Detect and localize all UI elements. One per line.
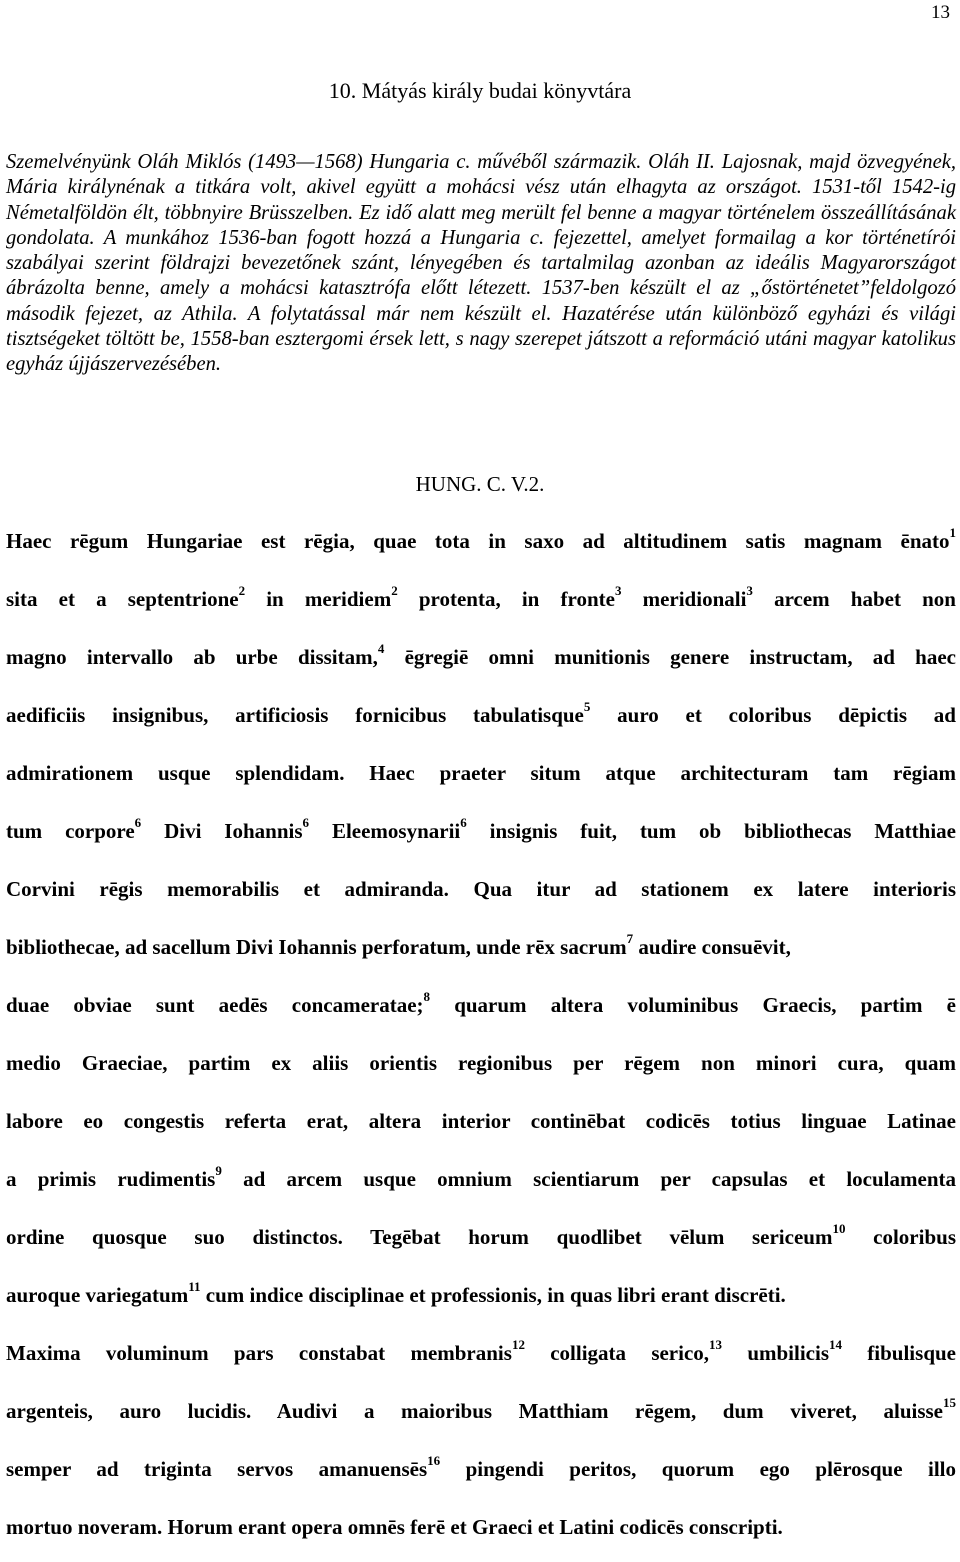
latin-text-segment: arcem habet non bbox=[752, 587, 956, 611]
latin-text-segment: tum corpore bbox=[6, 819, 135, 843]
latin-text-segment: ēgregiē omni munitionis genere instructam, ad haec bbox=[384, 645, 956, 669]
footnote-marker: 2 bbox=[391, 583, 398, 598]
latin-text-segment: umbilicis bbox=[722, 1341, 830, 1365]
footnote-marker: 2 bbox=[238, 583, 246, 598]
footnote-marker: 13 bbox=[709, 1337, 723, 1352]
latin-text-segment: Eleemosynarii bbox=[309, 819, 461, 843]
latin-line bbox=[6, 1330, 956, 1388]
footnote-marker: 6 bbox=[302, 815, 310, 830]
page-number: 13 bbox=[931, 2, 950, 23]
latin-line bbox=[6, 924, 956, 982]
latin-text-segment: Corvini rēgis memorabilis et admiranda. Qua itur ad stationem ex latere interioris bbox=[6, 877, 956, 901]
latin-line bbox=[6, 518, 956, 576]
latin-text bbox=[6, 518, 956, 1562]
latin-text-segment: auro et coloribus dēpictis ad bbox=[590, 703, 956, 727]
footnote-marker: 16 bbox=[427, 1453, 441, 1468]
intro-paragraph: Szemelvényünk Oláh Miklós (1493—1568) Hungaria c. művéből származik. Oláh II. Lajosnak, majd özvegyének, Mária királynénak a titkára volt, akivel együtt a mohácsi vész után elhagyta az országot. 1531-től 1542-ig Németalföldön élt, többnyire Brüsszelben. Ez idő alatt meg merült fel benne a magyar történelem összeállításának gondolata. A munkához 1536-ban fogott hozzá a Hungaria c. fejezettel, amelyet formailag a kor történetírói szabályai szerint földrajzi bevezetőnek szánt, lényegében és tartalmilag azonban az ideális Magyarországot ábrázolta benne, amely a mohácsi katasztrófa előtt létezett. 1537-ben készült el az „őstörténetet”feldolgozó második fejezet, az Athila. A folytatással már nem készült el. Hazatérése után különböző egyházi és világi tisztségeket töltött be, 1558-ban esztergomi érsek lett, s nagy szerepet játszott a reformáció utáni magyar katolikus egyház újjászervezésében. bbox=[6, 151, 956, 376]
latin-text-segment: Maxima voluminum pars constabat membranis bbox=[6, 1341, 512, 1365]
latin-text-segment: duae obviae sunt aedēs concameratae; bbox=[6, 993, 424, 1017]
latin-line bbox=[6, 1098, 956, 1156]
latin-line bbox=[6, 1446, 956, 1504]
footnote-marker: 3 bbox=[614, 583, 622, 598]
footnote-marker: 9 bbox=[215, 1163, 222, 1178]
latin-text-segment: sita et a septentrione bbox=[6, 587, 239, 611]
latin-line bbox=[6, 576, 956, 634]
latin-text-segment: Divi Iohannis bbox=[141, 819, 303, 843]
latin-line bbox=[6, 808, 956, 866]
latin-text-segment: audire consuēvit, bbox=[633, 935, 791, 959]
footnote-marker: 14 bbox=[829, 1337, 843, 1352]
latin-line bbox=[6, 634, 956, 692]
latin-line bbox=[6, 1272, 956, 1330]
footnote-marker: 7 bbox=[626, 931, 634, 946]
latin-text-segment: ordine quosque suo distinctos. Tegēbat horum quodlibet vēlum sericeum bbox=[6, 1225, 833, 1249]
latin-text-segment: bibliothecae, ad sacellum Divi Iohannis perforatum, unde rēx sacrum bbox=[6, 935, 627, 959]
latin-line bbox=[6, 866, 956, 924]
latin-text-segment: admirationem usque splendidam. Haec praeter situm atque architecturam tam rēgiam bbox=[6, 761, 956, 785]
footnote-marker: 10 bbox=[832, 1221, 846, 1236]
footnote-marker: 6 bbox=[134, 815, 142, 830]
latin-text-segment: fibulisque bbox=[842, 1341, 956, 1365]
footnote-marker: 12 bbox=[511, 1337, 525, 1352]
latin-text-segment: Haec rēgum Hungariae est rēgia, quae tota in saxo ad altitudinem satis magnam ēnato bbox=[6, 529, 950, 553]
footnote-marker: 15 bbox=[943, 1395, 956, 1410]
latin-text-segment: in meridiem bbox=[245, 587, 392, 611]
latin-text-segment: insignis fuit, tum ob bibliothecas Matthiae bbox=[466, 819, 956, 843]
latin-line bbox=[6, 692, 956, 750]
footnote-marker: 5 bbox=[583, 699, 591, 714]
footnote-marker: 4 bbox=[377, 641, 385, 656]
latin-line bbox=[6, 1388, 956, 1446]
latin-text-segment: medio Graeciae, partim ex aliis orientis regionibus per rēgem non minori cura, quam bbox=[6, 1051, 956, 1075]
latin-text-segment: aedificiis insignibus, artificiosis fornicibus tabulatisque bbox=[6, 703, 584, 727]
latin-line bbox=[6, 1214, 956, 1272]
latin-text-segment: magno intervallo ab urbe dissitam, bbox=[6, 645, 378, 669]
latin-text-segment: argenteis, auro lucidis. Audivi a maioribus Matthiam rēgem, dum viveret, aluisse bbox=[6, 1399, 943, 1423]
latin-text-segment: coloribus bbox=[845, 1225, 956, 1249]
footnote-marker: 8 bbox=[423, 989, 431, 1004]
latin-text-segment: protenta, in fronte bbox=[397, 587, 615, 611]
footnote-marker: 11 bbox=[188, 1279, 201, 1294]
latin-text-segment: ad arcem usque omnium scientiarum per capsulas et loculamenta bbox=[221, 1167, 957, 1191]
latin-text-segment: meridionali bbox=[621, 587, 747, 611]
latin-text-segment: auroque variegatum bbox=[6, 1283, 189, 1307]
latin-text-segment: labore eo congestis referta erat, altera interior continēbat codicēs totius linguae Latinae bbox=[6, 1109, 956, 1133]
latin-text-segment: cum indice disciplinae et professionis, in quas libri erant discrēti. bbox=[200, 1283, 786, 1307]
footnote-marker: 1 bbox=[949, 525, 956, 540]
latin-text-segment: quarum altera voluminibus Graecis, partim ē bbox=[430, 993, 956, 1017]
latin-line bbox=[6, 982, 956, 1040]
latin-text-segment: a primis rudimentis bbox=[6, 1167, 216, 1191]
footnote-marker: 6 bbox=[460, 815, 467, 830]
latin-text-segment: mortuo noveram. Horum erant opera omnēs ferē et Graeci et Latini codicēs conscripti. bbox=[6, 1515, 783, 1539]
latin-text-segment: semper ad triginta servos amanuensēs bbox=[6, 1457, 428, 1481]
source-reference: HUNG. C. V.2. bbox=[415, 472, 545, 496]
latin-line bbox=[6, 750, 956, 808]
latin-line bbox=[6, 1156, 956, 1214]
latin-line bbox=[6, 1504, 956, 1562]
chapter-title: 10. Mátyás király budai könyvtára bbox=[328, 78, 632, 103]
footnote-marker: 3 bbox=[746, 583, 753, 598]
latin-line bbox=[6, 1040, 956, 1098]
latin-text-segment: colligata serico, bbox=[524, 1341, 710, 1365]
latin-text-segment: pingendi peritos, quorum ego plērosque illo bbox=[440, 1457, 956, 1481]
